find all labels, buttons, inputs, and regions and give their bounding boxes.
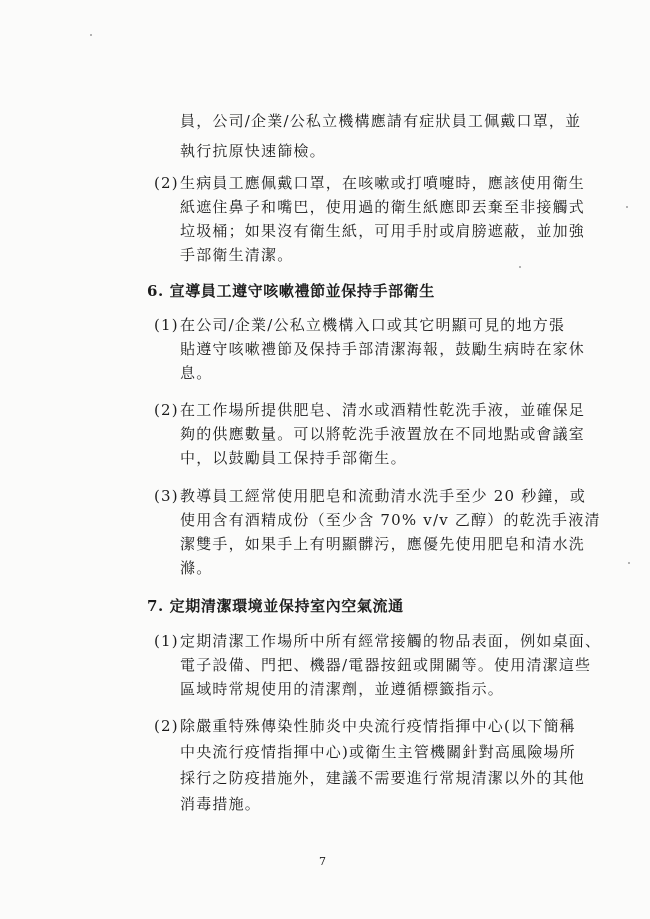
s7-item-1-number: (1)	[154, 632, 179, 650]
s6-item-1-line-1: 在公司/企業/公私立機構入口或其它明顯可見的地方張	[180, 316, 566, 334]
s6-item-2-number: (2)	[154, 401, 179, 419]
item-2-top-line-2: 紙遮住鼻子和嘴巴，使用過的衛生紙應即丟棄至非接觸式	[180, 198, 586, 216]
scan-speck	[519, 266, 521, 268]
s6-item-3-number: (3)	[154, 487, 179, 505]
item-2-top-line-3: 垃圾桶；如果沒有衛生紙，可用手肘或肩膀遮蔽，並加強	[180, 222, 586, 240]
s7-item-2-line-2: 中央流行疫情指揮中心)或衛生主管機關針對高風險場所	[180, 743, 576, 761]
s7-item-1-line-3: 區域時常規使用的清潔劑，並遵循標籤指示。	[180, 680, 505, 698]
item-2-top-line-1: 生病員工應佩戴口罩，在咳嗽或打噴嚏時，應該使用衛生	[180, 174, 586, 192]
s7-item-2-line-3: 採行之防疫措施外，建議不需要進行常規清潔以外的其他	[180, 769, 586, 787]
item-2-top-line-4: 手部衛生清潔。	[180, 246, 294, 264]
s7-item-2-number: (2)	[154, 717, 179, 735]
s6-item-2-line-1: 在工作場所提供肥皂、清水或酒精性乾洗手液，並確保足	[180, 401, 586, 419]
scan-speck	[626, 206, 628, 208]
s6-item-3-line-1: 教導員工經常使用肥皂和流動清水洗手至少 20 秒鐘，或	[180, 487, 587, 505]
s6-item-1-line-2: 貼遵守咳嗽禮節及保持手部清潔海報，鼓勵生病時在家休	[180, 340, 586, 358]
section-7-heading: 7. 定期清潔環境並保持室內空氣流通	[147, 597, 404, 615]
scan-speck	[90, 34, 92, 36]
page-number: 7	[319, 855, 326, 868]
s6-item-3-line-2: 使用含有酒精成份（至少含 70% v/v 乙醇）的乾洗手液清	[180, 511, 601, 529]
s7-item-1-line-2: 電子設備、門把、機器/電器按鈕或開關等。使用清潔這些	[180, 656, 592, 674]
scan-speck	[628, 562, 630, 564]
s7-item-1-line-1: 定期清潔工作場所中所有經常接觸的物品表面，例如桌面、	[180, 632, 602, 650]
s6-item-1-number: (1)	[154, 316, 179, 334]
s6-item-2-line-3: 中，以鼓勵員工保持手部衛生。	[180, 449, 407, 467]
intro-line-1: 員，公司/企業/公私立機構應請有症狀員工佩戴口罩，並	[180, 112, 582, 130]
s6-item-1-line-3: 息。	[180, 364, 213, 382]
intro-line-2: 執行抗原快速篩檢。	[180, 142, 326, 160]
s7-item-2-line-1: 除嚴重特殊傳染性肺炎中央流行疫情指揮中心(以下簡稱	[180, 717, 576, 735]
s6-item-3-line-4: 滌。	[180, 559, 213, 577]
s6-item-2-line-2: 夠的供應數量。可以將乾洗手液置放在不同地點或會議室	[180, 425, 586, 443]
s6-item-3-line-3: 潔雙手，如果手上有明顯髒污，應優先使用肥皂和清水洗	[180, 535, 586, 553]
section-6-heading: 6. 宣導員工遵守咳嗽禮節並保持手部衛生	[147, 282, 435, 300]
s7-item-2-line-4: 消毒措施。	[180, 795, 262, 813]
item-2-top-number: (2)	[154, 174, 179, 192]
